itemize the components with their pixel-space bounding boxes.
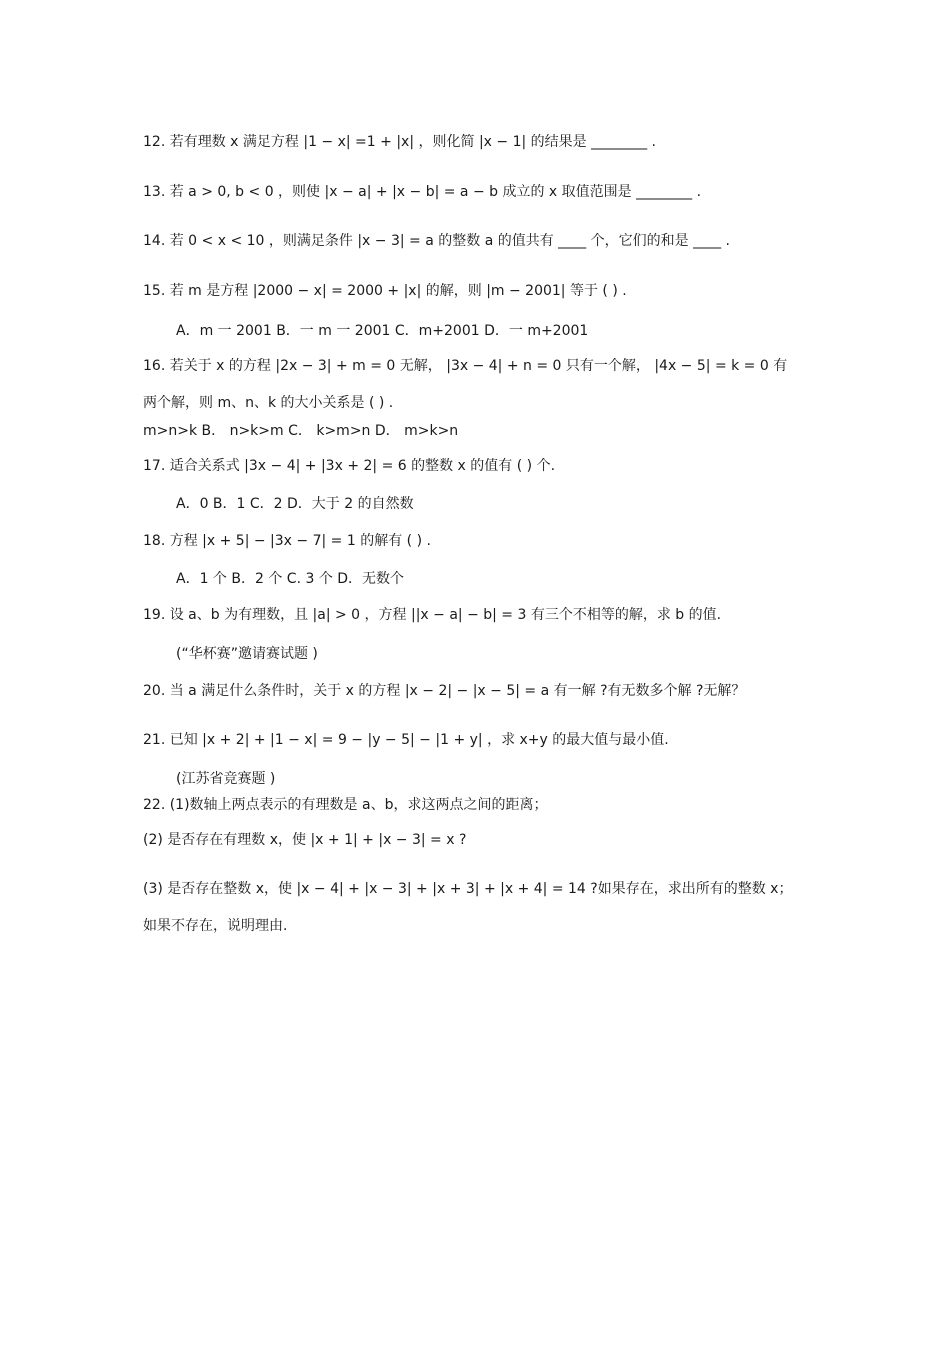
question-16-line-1: 16. 若关于 x 的方程 |2x − 3| + m = 0 无解， |3x − 4| + n = 0 只有一个解， |4x − 5| = k = 0 有 — [143, 358, 788, 374]
question-21: 21. 已知 |x + 2| + |1 − x| = 9 − |y − 5| − |1 + y| ，求 x+y 的最大值与最小值. — [143, 732, 669, 748]
question-16-line-2: 两个解，则 m、n、k 的大小关系是 ( ) . — [143, 395, 394, 411]
question-19: 19. 设 a、b 为有理数，且 |a| > 0 ，方程 ||x − a| − b| = 3 有三个不相等的解，求 b 的值. — [143, 607, 722, 623]
question-18-options: A．1 个 B．2 个 C. 3 个 D．无数个 — [176, 571, 405, 587]
question-21-source: (江苏省竞赛题 ) — [176, 771, 276, 787]
question-13: 13. 若 a > 0, b < 0 ，则使 |x − a| + |x − b| = a − b 成立的 x 取值范围是 ________ . — [143, 184, 702, 200]
question-15: 15. 若 m 是方程 |2000 − x| = 2000 + |x| 的解，则 |m − 2001| 等于 ( ) . — [143, 283, 627, 299]
question-22-part-3: (3) 是否存在整数 x，使 |x − 4| + |x − 3| + |x + 3| + |x + 4| = 14 ?如果存在，求出所有的整数 x； — [143, 881, 793, 897]
question-14: 14. 若 0 < x < 10 ，则满足条件 |x − 3| = a 的整数 a 的值共有 ____ 个，它们的和是 ____ . — [143, 233, 730, 249]
question-22-part-4: 如果不存在，说明理由. — [143, 918, 288, 934]
question-16-options: m>n>k B． n>k>m C． k>m>n D． m>k>n — [143, 423, 459, 439]
question-17-options: A．0 B．1 C．2 D．大于 2 的自然数 — [176, 496, 414, 512]
question-17: 17. 适合关系式 |3x − 4| + |3x + 2| = 6 的整数 x 的值有 ( ) 个. — [143, 458, 556, 474]
question-19-source: (“华杯赛”邀请赛试题 ) — [176, 646, 318, 662]
question-15-options: A．m 一 2001 B．一 m 一 2001 C．m+2001 D．一 m+2001 — [176, 323, 589, 339]
question-22-part-2: (2) 是否存在有理数 x，使 |x + 1| + |x − 3| = x ? — [143, 832, 467, 848]
question-22-part-1: 22. (1)数轴上两点表示的有理数是 a、b，求这两点之间的距离； — [143, 797, 548, 813]
question-12: 12. 若有理数 x 满足方程 |1 − x| =1 + |x| ，则化简 |x − 1| 的结果是 ________ . — [143, 134, 657, 150]
question-18: 18. 方程 |x + 5| − |3x − 7| = 1 的解有 ( ) . — [143, 533, 431, 549]
question-20: 20. 当 a 满足什么条件时，关于 x 的方程 |x − 2| − |x − 5| = a 有一解 ?有无数多个解 ?无解？ — [143, 683, 746, 699]
